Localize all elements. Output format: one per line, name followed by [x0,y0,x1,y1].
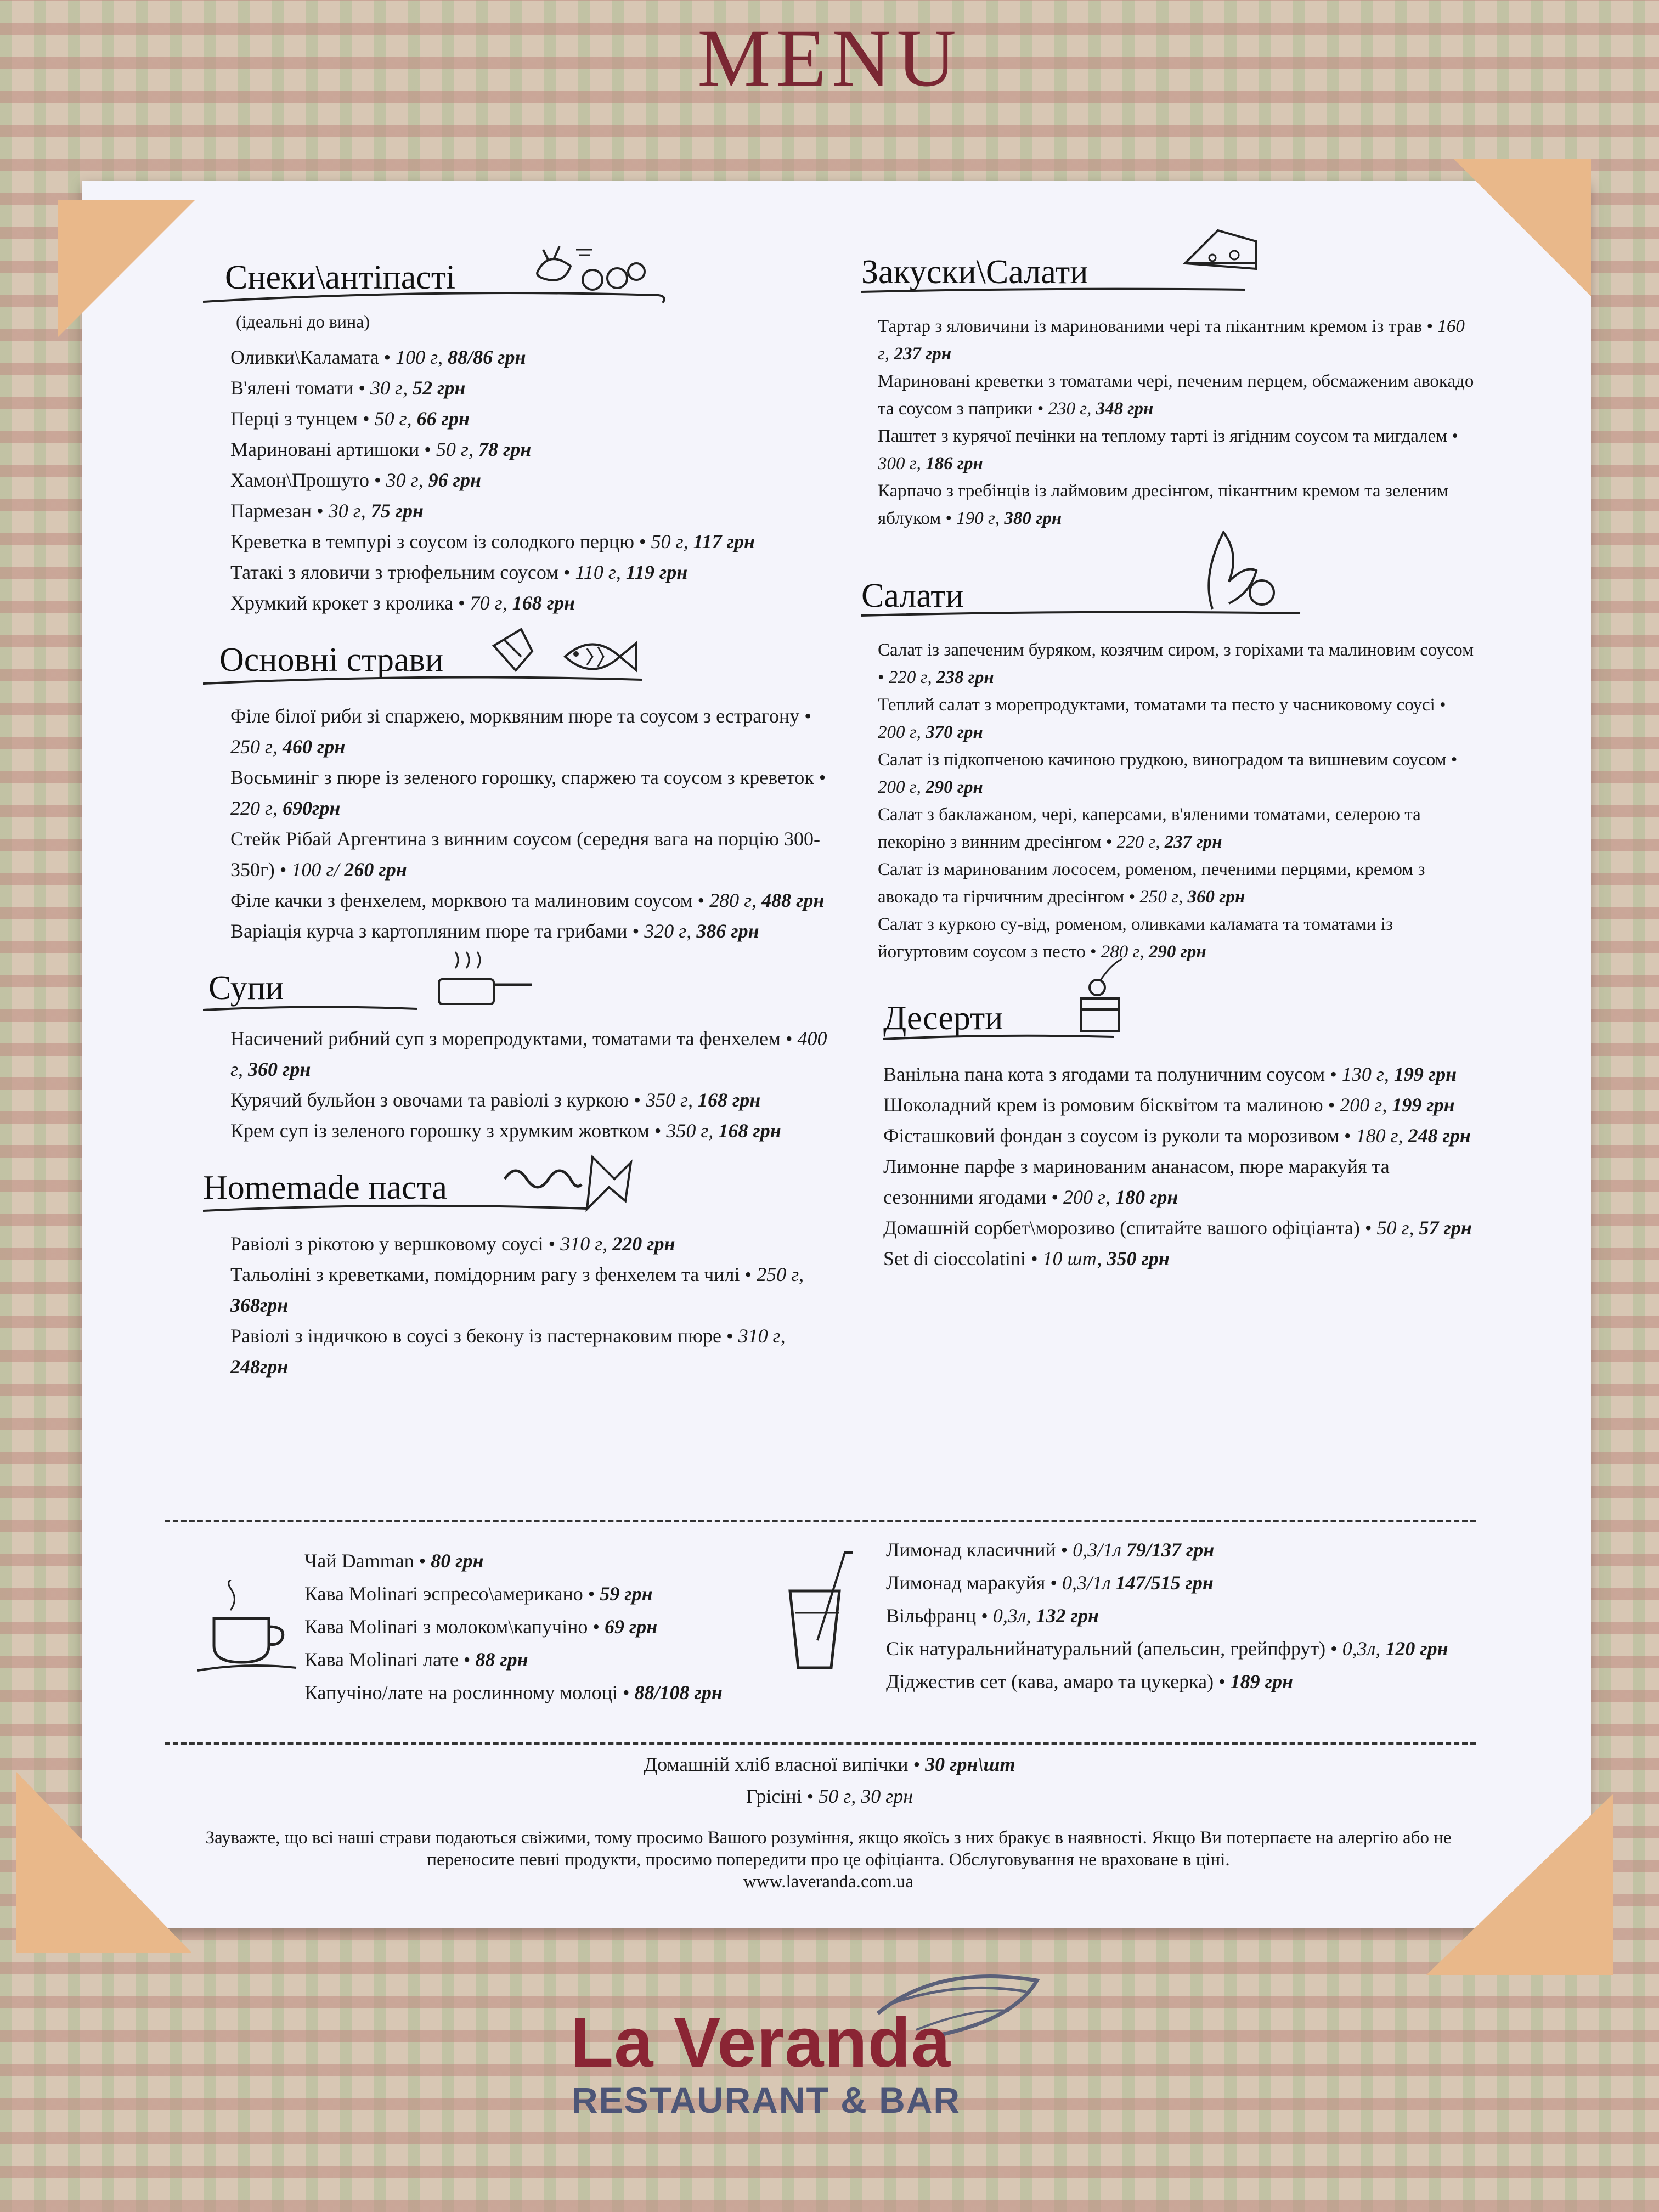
item-name: Восьминіг з пюре із зеленого горошку, спаржею та соусом з креветок [230,766,814,788]
item-portion: 0,3л, [1342,1638,1381,1660]
menu-item: В'ялені томати • 30 г, 52 грн [230,377,466,399]
item-price: 690грн [283,797,341,819]
item-name: Set di cioccolatini [883,1248,1026,1269]
left-column [203,236,834,1382]
logo-name: La Veranda [571,2004,951,2082]
item-portion: 250 г, [757,1263,804,1285]
section-title: Закуски\Салати [861,253,1088,291]
menu-item: Кава Molinari з молоком\капучіно • 69 грн [304,1616,658,1638]
item-portion: 200 г, [878,777,921,797]
menu-item: Шоколадний крем із ромовим бісквітом та малиною • 200 г, 199 грн [883,1094,1455,1116]
item-price: 168 грн [718,1120,781,1142]
item-price: 96 грн [428,469,481,491]
section-soups [203,946,834,1146]
menu-item: Салат з баклажаном, чері, каперсами, в'яленими томатами, селерою та пекоріно з винним дресінгом • 220 г, 237 грн [878,805,1421,852]
menu-item: Насичений рибний суп з морепродуктами, томатами та фенхелем • 400 г, 360 грн [230,1028,827,1080]
item-price: 59 грн [600,1583,653,1605]
tea-cup-icon [192,1580,302,1679]
item-price: 368грн [230,1294,289,1316]
menu-item: Паштет з курячої печінки на теплому тарті із ягідним соусом та мигдалем • 300 г, 186 грн [878,426,1458,473]
pasta-icon [499,1146,642,1217]
menu-item: Оливки\Каламата • 100 г, 88/86 грн [230,346,526,368]
item-price: 78 грн [478,438,532,460]
disclaimer [181,1827,1476,1893]
item-price: 147/515 грн [1115,1572,1214,1594]
divider-top [165,1520,1476,1522]
section-starters [861,230,1476,532]
item-portion: 300 г, [878,454,921,473]
item-portion: 70 г, [470,592,507,614]
menu-item: Чай Damman • 80 грн [304,1550,484,1572]
menu-item: Філе качки з фенхелем, морквою та малиновим соусом • 280 г, 488 грн [230,889,825,911]
item-name: Насичений рибний суп з морепродуктами, томатами та фенхелем [230,1028,781,1049]
bread-line: Домашній хліб власної випічки • 30 грн\шт [644,1753,1015,1775]
menu-item: Перці з тунцем • 50 г, 66 грн [230,408,470,430]
item-price: 69 грн [604,1616,658,1638]
item-name: Хамон\Прошуто [230,469,370,491]
item-name: Паштет з курячої печінки на теплому тарті із ягідним соусом та мигдалем [878,426,1448,446]
menu-item: Фісташковий фондан з соусом із руколи та морозивом • 180 г, 248 грн [883,1125,1471,1147]
item-portion: 320 г, [644,920,692,942]
item-price: 168 грн [512,592,575,614]
section-title: Супи [208,969,284,1007]
section-header [861,977,1476,1048]
section-title: Десерти [883,1000,1003,1037]
item-name: Салат із маринованим лососем, роменом, печеними перцями, кремом з авокадо та гірчичним дресінгом [878,860,1425,907]
cold-drinks-list [886,1533,1462,1698]
item-portion: 190 г, [956,509,1000,528]
section-header [861,230,1476,302]
item-price: 168 грн [697,1089,761,1111]
item-name: Фісташковий фондан з соусом із руколи та морозивом [883,1125,1339,1147]
item-name: Курячий бульйон з овочами та равіолі з куркою [230,1089,629,1111]
item-name: Лимонад класичний [886,1539,1056,1561]
item-name: Карпачо з гребінців із лаймовим дресінгом, пікантним кремом та зеленим яблуком [878,481,1448,528]
menu-title: MENU [697,13,962,104]
item-price: 80 грн [431,1550,484,1572]
item-price: 120 грн [1385,1638,1448,1660]
item-price: 117 грн [693,531,755,552]
item-name: Крем суп із зеленого горошку з хрумким жовтком [230,1120,650,1142]
grissini-meta: 50 г, 30 грн [819,1785,913,1807]
item-portion: 100 г/ [291,859,340,881]
section-title: Homemade паста [203,1169,447,1206]
menu-item: Варіація курча з картопляним пюре та грибами • 320 г, 386 грн [230,920,759,942]
bread-text: Домашній хліб власної випічки [644,1753,909,1775]
item-price: 260 грн [344,859,407,881]
menu-item: Діджестив сет (кава, амаро та цукерка) • 189 грн [886,1671,1293,1692]
item-name: Оливки\Каламата [230,346,379,368]
item-portion: 250 г, [230,736,278,758]
item-name: Тартар з яловичини із маринованими чері та пікантним кремом із трав [878,317,1423,336]
menu-item: Крем суп із зеленого горошку з хрумким жовтком • 350 г, 168 грн [230,1120,781,1142]
item-price: 88/108 грн [634,1681,723,1703]
item-name: Креветка в темпурі з соусом із солодкого перцю [230,531,634,552]
item-price: 88 грн [475,1649,528,1671]
restaurant-logo [565,1970,1059,2129]
item-name: Кава Molinari з молоком\капучіно [304,1616,588,1638]
pasta-list [203,1228,834,1382]
menu-item: Креветка в темпурі з соусом із солодкого перцю • 50 г, 117 грн [230,531,755,552]
item-name: Салат із підкопченою качиною грудкою, виноградом та вишневим соусом [878,750,1447,770]
item-portion: 200 г, [1340,1094,1387,1116]
item-portion: 220 г, [1116,832,1160,852]
item-price: 79/137 грн [1126,1539,1215,1561]
item-price: 88/86 грн [448,346,526,368]
section-header [203,1146,834,1217]
starters-list [861,313,1476,532]
section-header [203,236,834,307]
item-price: 380 грн [1004,509,1062,528]
item-portion: 0,3л, [992,1605,1031,1627]
section-salads [861,554,1476,966]
item-portion: 200 г, [878,723,921,742]
section-pasta [203,1146,834,1382]
bread-price: 30 грн\шт [925,1753,1015,1775]
item-portion: 100 г, [396,346,443,368]
menu-item: Салат з куркою су-від, роменом, оливками каламата та томатами із йогуртовим соусом з песто • 280 г, 290 грн [878,915,1393,962]
item-price: 290 грн [1148,942,1206,962]
menu-item: Равіолі з рікотою у вершковому соусі • 310 г, 220 грн [230,1233,675,1255]
menu-item: Теплий салат з морепродуктами, томатами та песто у часниковому соусі • 200 г, 370 грн [878,695,1446,742]
section-desserts [861,977,1476,1274]
item-portion: 0,3/1л [1062,1572,1111,1594]
item-portion: 50 г, [1376,1217,1414,1239]
item-name: Салат з баклажаном, чері, каперсами, в'яленими томатами, селерою та пекоріно з винним дресінгом [878,805,1421,852]
item-name: Салат з куркою су-від, роменом, оливками каламата та томатами із йогуртовим соусом з песто [878,915,1393,962]
item-name: Хрумкий крокет з кролика [230,592,454,614]
section-title: Салати [861,577,964,614]
item-portion: 250 г, [1139,887,1183,907]
item-name: Тальоліні з креветками, помідорним рагу з фенхелем та чилі [230,1263,740,1285]
item-name: Домашній сорбет\морозиво (спитайте вашого офіціанта) [883,1217,1360,1239]
item-portion: 220 г, [230,797,278,819]
item-portion: 160 г, [878,317,1465,364]
underline [861,1026,1190,1048]
item-name: Кава Molinari лате [304,1649,459,1671]
salad-leaves-icon [1190,521,1289,620]
item-name: Філе білої риби зі спаржею, морквяним пюре та соусом з естрагону [230,705,800,727]
menu-item: Салат із маринованим лососем, роменом, печеними перцями, кремом з авокадо та гірчичним дресінгом • 250 г, 360 грн [878,860,1425,907]
item-portion: 10 шт, [1042,1248,1102,1269]
soups-list [203,1023,834,1146]
item-price: 488 грн [761,889,825,911]
item-portion: 200 г, [1063,1186,1111,1208]
menu-item: Тартар з яловичини із маринованими чері та пікантним кремом із трав • 160 г, 237 грн [878,317,1465,364]
item-price: 248 грн [1408,1125,1471,1147]
item-name: Чай Damman [304,1550,414,1572]
snacks-list [203,342,834,618]
item-price: 237 грн [1164,832,1222,852]
item-name: Мариновані креветки з томатами чері, печеним перцем, обсмаженим авокадо та соусом з паприки [878,371,1474,419]
menu-item: Мариновані креветки з томатами чері, печеним перцем, обсмаженим авокадо та соусом з паприки • 230 г, 348 грн [878,371,1474,419]
item-price: 348 грн [1096,399,1154,419]
item-name: Татакі з яловичи з трюфельним соусом [230,561,558,583]
item-price: 186 грн [926,454,983,473]
menu-item: Кава Molinari эспресо\американо • 59 грн [304,1583,653,1605]
menu-item: Філе білої риби зі спаржею, морквяним пюре та соусом з естрагону • 250 г, 460 грн [230,705,811,758]
item-portion: 0,3/1л [1073,1539,1121,1561]
item-portion: 280 г, [1101,942,1144,962]
section-snacks [203,236,834,618]
item-price: 238 грн [936,668,994,687]
item-price: 220 грн [612,1233,675,1255]
item-name: Вільфранц [886,1605,977,1627]
menu-item: Татакі з яловичи з трюфельним соусом • 110 г, 119 грн [230,561,688,583]
section-mains [203,618,834,946]
item-portion: 50 г, [374,408,412,430]
item-price: 199 грн [1392,1094,1455,1116]
item-price: 199 грн [1393,1063,1457,1085]
menu-item: Лимонад маракуйя • 0,3/1л 147/515 грн [886,1572,1214,1594]
divider-bottom [165,1742,1476,1745]
desserts-list [861,1059,1476,1274]
hot-drinks-list [304,1544,853,1709]
mains-list [203,701,834,946]
grissini-line: Грісіні • 50 г, 30 грн [746,1785,913,1807]
item-price: 119 грн [625,561,688,583]
item-price: 360 грн [1187,887,1245,907]
snacks-note: (ідеальні до вина) [236,312,370,331]
item-price: 189 грн [1230,1671,1293,1692]
item-portion: 280 г, [709,889,757,911]
menu-item: Курячий бульйон з овочами та равіолі з куркою • 350 г, 168 грн [230,1089,761,1111]
menu-item: Салат із підкопченою качиною грудкою, виноградом та вишневим соусом • 200 г, 290 грн [878,750,1458,797]
fish-icon [488,618,642,684]
menu-item: Сік натуральнийнатуральний (апельсин, грейпфрут) • 0,3л, 120 грн [886,1638,1448,1660]
section-header [203,946,834,1018]
item-name: Філе качки з фенхелем, морквою та малиновим соусом [230,889,693,911]
item-name: Пармезан [230,500,312,522]
item-name: Лимонне парфе з маринованим ананасом, пюре маракуйя та сезонними ягодами [883,1155,1390,1208]
item-price: 350 грн [1107,1248,1170,1269]
menu-item: Кава Molinari лате • 88 грн [304,1649,528,1671]
menu-item: Хрумкий крокет з кролика • 70 г, 168 грн [230,592,575,614]
logo-subtitle: RESTAURANT & BAR [572,2080,961,2120]
item-price: 132 грн [1036,1605,1099,1627]
item-name: Лимонад маракуйя [886,1572,1046,1594]
item-price: 386 грн [696,920,759,942]
item-portion: 130 г, [1341,1063,1389,1085]
item-portion: 30 г, [328,500,366,522]
item-price: 180 грн [1115,1186,1178,1208]
item-portion: 350 г, [666,1120,714,1142]
item-portion: 50 г, [436,438,473,460]
item-name: Капучіно/лате на рослинному молоці [304,1681,618,1703]
section-title: Снеки\антіпасті [225,259,456,296]
menu-item: Равіолі з індичкою в соусі з бекону із пастернаковим пюре • 310 г, 248грн [230,1325,786,1378]
item-name: Равіолі з рікотою у вершковому соусі [230,1233,544,1255]
item-name: В'ялені томати [230,377,354,399]
menu-item: Мариновані артишоки • 50 г, 78 грн [230,438,532,460]
menu-item: Лимонад класичний • 0,3/1л 79/137 грн [886,1539,1215,1561]
menu-item: Вільфранц • 0,3л, 132 грн [886,1605,1099,1627]
item-price: 360 грн [248,1058,311,1080]
salads-list [861,636,1476,966]
menu-item: Лимонне парфе з маринованим ананасом, пюре маракуйя та сезонними ягодами • 200 г, 180 грн [883,1155,1390,1208]
item-price: 460 грн [283,736,346,758]
item-name: Теплий салат з морепродуктами, томатами та песто у часниковому соусі [878,695,1435,715]
item-price: 52 грн [413,377,466,399]
shrimp-olives-icon [527,239,653,299]
menu-item: Карпачо з гребінців із лаймовим дресінгом, пікантним кремом та зеленим яблуком • 190 г, 380 грн [878,481,1448,528]
item-price: 370 грн [926,723,983,742]
menu-item: Салат із запеченим буряком, козячим сиром, з горіхами та малиновим соусом • 220 г, 238 грн [878,640,1474,687]
menu-item: Ванільна пана кота з ягодами та полуничним соусом • 130 г, 199 грн [883,1063,1457,1085]
menu-item: Домашній сорбет\морозиво (спитайте вашого офіціанта) • 50 г, 57 грн [883,1217,1472,1239]
right-column [861,230,1476,1274]
item-name: Мариновані артишоки [230,438,420,460]
item-portion: 230 г, [1048,399,1092,419]
item-name: Діджестив сет (кава, амаро та цукерка) [886,1671,1214,1692]
item-portion: 310 г, [738,1325,786,1347]
underline [203,996,642,1018]
item-price: 75 грн [370,500,424,522]
item-name: Перці з тунцем [230,408,358,430]
section-header [861,554,1476,625]
menu-item: Пармезан • 30 г, 75 грн [230,500,424,522]
soup-pot-icon [428,941,538,1012]
disclaimer-text: Зауважте, що всі наші страви подаються свіжими, тому просимо Вашого розуміння, якщо якоїсь з них бракує в наявності. Якщо Ви потерпаєте на алергію або не переносите певні продукти, просимо попередити про це офіціанта. Обслуговування не враховане в ціні. [205,1828,1452,1870]
section-header [203,618,834,690]
item-price: 237 грн [894,344,952,364]
item-name: Шоколадний крем із ромовим бісквітом та малиною [883,1094,1323,1116]
item-name: Ванільна пана кота з ягодами та полуничним соусом [883,1063,1325,1085]
item-name: Варіація курча з картопляним пюре та грибами [230,920,628,942]
item-name: Стейк Рібай Аргентина з винним соусом (середня вага на порцію 300-350г) [230,828,821,881]
item-portion: 30 г, [386,469,424,491]
item-name: Сік натуральнийнатуральний (апельсин, грейпфрут) [886,1638,1326,1660]
item-price: 66 грн [416,408,470,430]
item-portion: 400 г, [230,1028,827,1080]
item-portion: 50 г, [651,531,689,552]
menu-item: Хамон\Прошуто • 30 г, 96 грн [230,469,481,491]
item-portion: 220 г, [888,668,932,687]
menu-item: Восьминіг з пюре із зеленого горошку, спаржею та соусом з креветок • 220 г, 690грн [230,766,826,819]
glass-straw-icon [779,1547,856,1673]
item-name: Салат із запеченим буряком, козячим сиром, з горіхами та малиновим соусом [878,640,1474,660]
website-link[interactable]: www.laveranda.com.ua [743,1872,914,1892]
item-portion: 310 г, [560,1233,608,1255]
grissini-text: Грісіні [746,1785,802,1807]
item-price: 290 грн [926,777,983,797]
menu-item: Капучіно/лате на рослинному молоці • 88/108 грн [304,1681,723,1703]
item-portion: 180 г, [1356,1125,1403,1147]
menu-item: Стейк Рібай Аргентина з винним соусом (середня вага на порцію 300-350г) • 100 г/ 260 грн [230,828,821,881]
item-portion: 350 г, [645,1089,693,1111]
menu-item: Set di cioccolatini • 10 шт, 350 грн [883,1248,1170,1269]
section-title: Основні страви [219,641,443,679]
item-name: Кава Molinari эспресо\американо [304,1583,583,1605]
item-price: 57 грн [1419,1217,1472,1239]
item-portion: 110 г, [575,561,621,583]
menu-item: Тальоліні з креветками, помідорним рагу з фенхелем та чилі • 250 г, 368грн [230,1263,804,1316]
item-name: Равіолі з індичкою в соусі з бекону із пастернаковим пюре [230,1325,722,1347]
cheese-icon [1180,214,1262,285]
dessert-cup-icon [1059,955,1141,1042]
item-portion: 30 г, [370,377,408,399]
item-price: 248грн [230,1356,289,1378]
